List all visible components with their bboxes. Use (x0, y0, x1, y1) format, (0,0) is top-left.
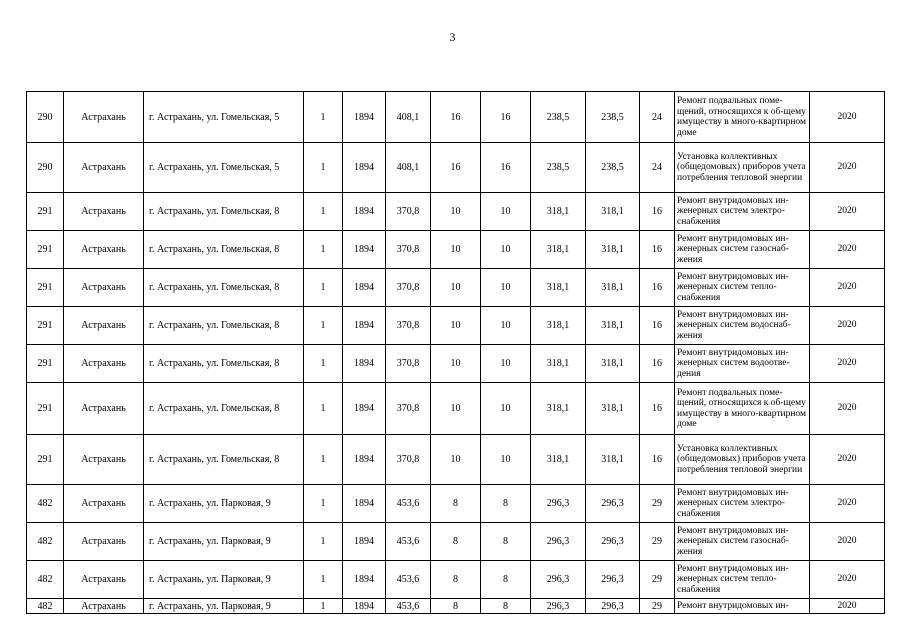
year-built-cell: 1894 (343, 383, 386, 435)
city-cell: Астрахань (64, 383, 144, 435)
people-count-cell: 16 (640, 269, 675, 307)
year-built-cell: 1894 (343, 92, 386, 143)
year-built-cell: 1894 (343, 485, 386, 523)
residents-cell: 8 (481, 485, 531, 523)
repair-work-cell: Ремонт внутридомовых ин-женерных систем водоотве-дения (675, 345, 810, 383)
table-row (27, 485, 885, 523)
city-cell: Астрахань (64, 143, 144, 193)
private-area-cell: 238,5 (586, 143, 640, 193)
repair-work-cell: Ремонт внутридомовых ин-женерных систем водоснаб-жения (675, 307, 810, 345)
private-area-cell: 318,1 (586, 435, 640, 485)
living-area-cell: 318,1 (531, 383, 586, 435)
entrances-cell: 1 (304, 599, 343, 614)
city-cell: Астрахань (64, 231, 144, 269)
year-built-cell: 1894 (343, 435, 386, 485)
total-area-cell: 453,6 (386, 485, 431, 523)
people-count-cell: 24 (640, 92, 675, 143)
repair-work-cell: Ремонт подвальных поме-щений, относящихся к об-щему имуществу в много-квартирном доме (675, 383, 810, 435)
repair-work-cell: Ремонт подвальных поме-щений, относящихся к об-щему имуществу в много-квартирном доме (675, 92, 810, 143)
city-cell: Астрахань (64, 269, 144, 307)
residents-cell: 10 (481, 307, 531, 345)
year-built-cell: 1894 (343, 307, 386, 345)
residents-cell: 16 (481, 143, 531, 193)
total-area-cell: 408,1 (386, 143, 431, 193)
private-area-cell: 296,3 (586, 523, 640, 561)
city-cell: Астрахань (64, 561, 144, 599)
private-area-cell: 318,1 (586, 345, 640, 383)
row-number-cell: 482 (27, 485, 64, 523)
address-cell: г. Астрахань, ул. Гомельская, 5 (144, 143, 304, 193)
row-number-cell: 291 (27, 345, 64, 383)
entrances-cell: 1 (304, 383, 343, 435)
repair-work-cell: Ремонт внутридомовых ин-женерных систем газоснаб-жения (675, 231, 810, 269)
apartments-cell: 16 (431, 143, 481, 193)
planned-year-cell: 2020 (810, 307, 885, 345)
living-area-cell: 296,3 (531, 599, 586, 614)
total-area-cell: 370,8 (386, 345, 431, 383)
address-cell: г. Астрахань, ул. Парковая, 9 (144, 599, 304, 614)
apartments-cell: 8 (431, 561, 481, 599)
city-cell: Астрахань (64, 435, 144, 485)
table-row (27, 269, 885, 307)
people-count-cell: 16 (640, 307, 675, 345)
private-area-cell: 238,5 (586, 92, 640, 143)
people-count-cell: 29 (640, 485, 675, 523)
living-area-cell: 296,3 (531, 561, 586, 599)
repair-work-cell: Установка коллективных (общедомовых) приборов учета потребления тепловой энергии (675, 435, 810, 485)
planned-year-cell: 2020 (810, 345, 885, 383)
residents-cell: 10 (481, 345, 531, 383)
entrances-cell: 1 (304, 193, 343, 231)
address-cell: г. Астрахань, ул. Гомельская, 8 (144, 383, 304, 435)
year-built-cell: 1894 (343, 523, 386, 561)
living-area-cell: 238,5 (531, 143, 586, 193)
entrances-cell: 1 (304, 92, 343, 143)
entrances-cell: 1 (304, 435, 343, 485)
apartments-cell: 10 (431, 307, 481, 345)
table-row (27, 435, 885, 485)
private-area-cell: 318,1 (586, 193, 640, 231)
entrances-cell: 1 (304, 231, 343, 269)
table-row (27, 231, 885, 269)
total-area-cell: 370,8 (386, 383, 431, 435)
table-row (27, 345, 885, 383)
residents-cell: 10 (481, 231, 531, 269)
people-count-cell: 16 (640, 231, 675, 269)
table-row (27, 523, 885, 561)
residents-cell: 8 (481, 599, 531, 614)
planned-year-cell: 2020 (810, 485, 885, 523)
residents-cell: 10 (481, 269, 531, 307)
row-number-cell: 291 (27, 231, 64, 269)
city-cell: Астрахань (64, 92, 144, 143)
capital-repair-table (26, 91, 885, 614)
living-area-cell: 318,1 (531, 435, 586, 485)
residents-cell: 10 (481, 193, 531, 231)
table-row (27, 193, 885, 231)
living-area-cell: 238,5 (531, 92, 586, 143)
total-area-cell: 453,6 (386, 599, 431, 614)
planned-year-cell: 2020 (810, 231, 885, 269)
address-cell: г. Астрахань, ул. Парковая, 9 (144, 561, 304, 599)
people-count-cell: 24 (640, 143, 675, 193)
address-cell: г. Астрахань, ул. Парковая, 9 (144, 485, 304, 523)
people-count-cell: 29 (640, 561, 675, 599)
private-area-cell: 296,3 (586, 599, 640, 614)
people-count-cell: 16 (640, 193, 675, 231)
living-area-cell: 318,1 (531, 345, 586, 383)
planned-year-cell: 2020 (810, 143, 885, 193)
city-cell: Астрахань (64, 599, 144, 614)
entrances-cell: 1 (304, 523, 343, 561)
year-built-cell: 1894 (343, 599, 386, 614)
address-cell: г. Астрахань, ул. Парковая, 9 (144, 523, 304, 561)
residents-cell: 16 (481, 92, 531, 143)
residents-cell: 8 (481, 523, 531, 561)
row-number-cell: 482 (27, 561, 64, 599)
city-cell: Астрахань (64, 523, 144, 561)
living-area-cell: 318,1 (531, 307, 586, 345)
living-area-cell: 318,1 (531, 269, 586, 307)
address-cell: г. Астрахань, ул. Гомельская, 8 (144, 231, 304, 269)
apartments-cell: 10 (431, 383, 481, 435)
private-area-cell: 318,1 (586, 269, 640, 307)
address-cell: г. Астрахань, ул. Гомельская, 8 (144, 193, 304, 231)
table-row (27, 599, 885, 614)
entrances-cell: 1 (304, 345, 343, 383)
private-area-cell: 318,1 (586, 307, 640, 345)
entrances-cell: 1 (304, 269, 343, 307)
row-number-cell: 291 (27, 269, 64, 307)
row-number-cell: 291 (27, 435, 64, 485)
people-count-cell: 16 (640, 345, 675, 383)
living-area-cell: 296,3 (531, 523, 586, 561)
apartments-cell: 10 (431, 231, 481, 269)
row-number-cell: 291 (27, 307, 64, 345)
table-row (27, 143, 885, 193)
total-area-cell: 453,6 (386, 561, 431, 599)
repair-work-cell: Ремонт внутридомовых ин-женерных систем электро-снабжения (675, 193, 810, 231)
row-number-cell: 291 (27, 193, 64, 231)
year-built-cell: 1894 (343, 561, 386, 599)
address-cell: г. Астрахань, ул. Гомельская, 8 (144, 345, 304, 383)
people-count-cell: 29 (640, 523, 675, 561)
planned-year-cell: 2020 (810, 193, 885, 231)
row-number-cell: 291 (27, 383, 64, 435)
repair-work-cell: Ремонт внутридомовых ин-женерных систем электро-снабжения (675, 485, 810, 523)
private-area-cell: 296,3 (586, 561, 640, 599)
page-number: 3 (449, 30, 456, 44)
planned-year-cell: 2020 (810, 599, 885, 614)
address-cell: г. Астрахань, ул. Гомельская, 8 (144, 435, 304, 485)
apartments-cell: 8 (431, 599, 481, 614)
living-area-cell: 318,1 (531, 231, 586, 269)
row-number-cell: 290 (27, 92, 64, 143)
table-body (27, 92, 885, 614)
apartments-cell: 16 (431, 92, 481, 143)
residents-cell: 8 (481, 561, 531, 599)
entrances-cell: 1 (304, 143, 343, 193)
apartments-cell: 8 (431, 523, 481, 561)
residents-cell: 10 (481, 435, 531, 485)
total-area-cell: 370,8 (386, 435, 431, 485)
planned-year-cell: 2020 (810, 435, 885, 485)
planned-year-cell: 2020 (810, 92, 885, 143)
people-count-cell: 29 (640, 599, 675, 614)
apartments-cell: 8 (431, 485, 481, 523)
address-cell: г. Астрахань, ул. Гомельская, 8 (144, 307, 304, 345)
address-cell: г. Астрахань, ул. Гомельская, 5 (144, 92, 304, 143)
year-built-cell: 1894 (343, 143, 386, 193)
repair-work-cell: Ремонт внутридомовых ин-женерных систем тепло-снабжения (675, 561, 810, 599)
total-area-cell: 370,8 (386, 269, 431, 307)
row-number-cell: 290 (27, 143, 64, 193)
total-area-cell: 370,8 (386, 231, 431, 269)
living-area-cell: 296,3 (531, 485, 586, 523)
total-area-cell: 370,8 (386, 193, 431, 231)
planned-year-cell: 2020 (810, 523, 885, 561)
table-row (27, 92, 885, 143)
planned-year-cell: 2020 (810, 383, 885, 435)
repair-work-cell: Установка коллективных (общедомовых) приборов учета потребления тепловой энергии (675, 143, 810, 193)
city-cell: Астрахань (64, 485, 144, 523)
apartments-cell: 10 (431, 435, 481, 485)
living-area-cell: 318,1 (531, 193, 586, 231)
city-cell: Астрахань (64, 345, 144, 383)
city-cell: Астрахань (64, 193, 144, 231)
private-area-cell: 318,1 (586, 231, 640, 269)
repair-work-cell: Ремонт внутридомовых ин-женерных систем тепло-снабжения (675, 269, 810, 307)
address-cell: г. Астрахань, ул. Гомельская, 8 (144, 269, 304, 307)
total-area-cell: 408,1 (386, 92, 431, 143)
year-built-cell: 1894 (343, 269, 386, 307)
planned-year-cell: 2020 (810, 561, 885, 599)
year-built-cell: 1894 (343, 193, 386, 231)
table-row (27, 307, 885, 345)
entrances-cell: 1 (304, 307, 343, 345)
table-row (27, 383, 885, 435)
entrances-cell: 1 (304, 561, 343, 599)
entrances-cell: 1 (304, 485, 343, 523)
year-built-cell: 1894 (343, 345, 386, 383)
planned-year-cell: 2020 (810, 269, 885, 307)
city-cell: Астрахань (64, 307, 144, 345)
row-number-cell: 482 (27, 523, 64, 561)
residents-cell: 10 (481, 383, 531, 435)
people-count-cell: 16 (640, 383, 675, 435)
table-row (27, 561, 885, 599)
total-area-cell: 453,6 (386, 523, 431, 561)
row-number-cell: 482 (27, 599, 64, 614)
year-built-cell: 1894 (343, 231, 386, 269)
apartments-cell: 10 (431, 193, 481, 231)
private-area-cell: 318,1 (586, 383, 640, 435)
repair-work-cell: Ремонт внутридомовых ин-женерных систем газоснаб-жения (675, 523, 810, 561)
repair-work-cell: Ремонт внутридомовых ин- (675, 599, 810, 614)
total-area-cell: 370,8 (386, 307, 431, 345)
apartments-cell: 10 (431, 269, 481, 307)
people-count-cell: 16 (640, 435, 675, 485)
apartments-cell: 10 (431, 345, 481, 383)
private-area-cell: 296,3 (586, 485, 640, 523)
